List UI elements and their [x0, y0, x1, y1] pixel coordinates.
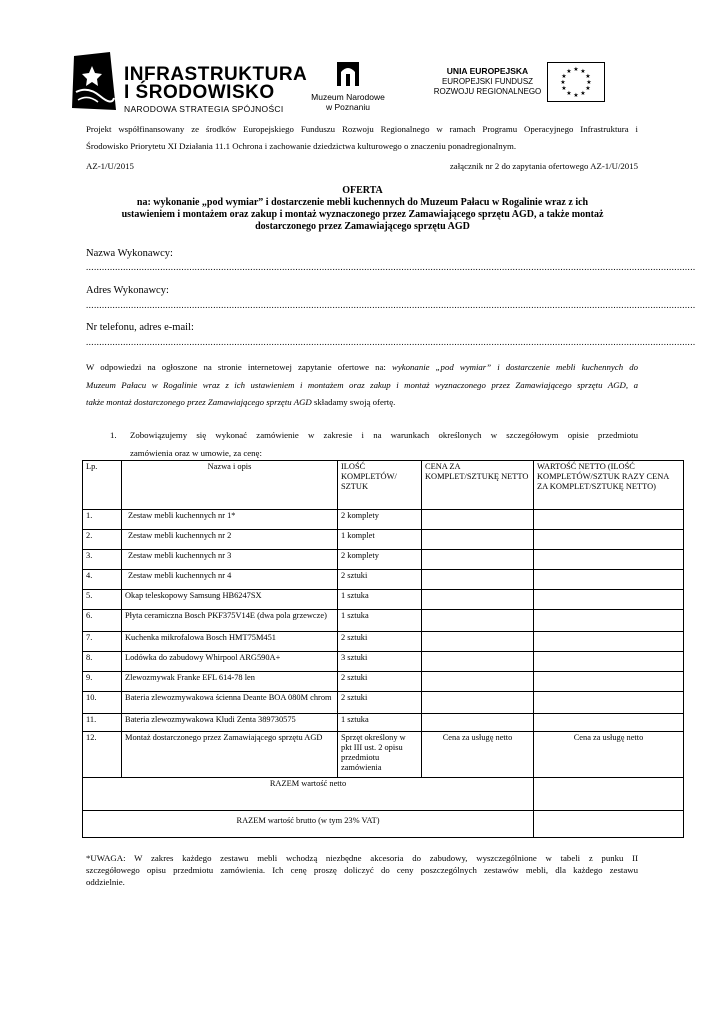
row-value-cell[interactable]: [534, 550, 684, 570]
total-net-label: RAZEM wartość netto: [83, 778, 534, 811]
infrastruktura-logo: [70, 50, 308, 115]
row-qty: 2 sztuki: [338, 692, 422, 714]
eu-logo: [430, 62, 605, 104]
row-qty: Sprzęt określony w pkt III ust. 2 opisu przedmiotu zamówienia: [338, 732, 422, 778]
note-block: [86, 852, 638, 888]
header-value: WARTOŚĆ NETTO (ILOŚĆ KOMPLETÓW/SZTUK RAZY CENA ZA KOMPLET/SZTUKĘ NETTO): [534, 461, 684, 510]
row-price-cell[interactable]: [422, 550, 534, 570]
cofinancing-line2: Środowisko Priorytetu XI Działania 11.1 Ochrona i zachowanie dziedzictwa kulturowego o znaczeniu ponadregionalnym.: [86, 141, 517, 151]
infrastruktura-emblem-icon: [70, 52, 118, 112]
intro-italic-3: także montaż dostarczonego przez Zamawiającego sprzętu AGD: [86, 397, 312, 407]
row-value-cell[interactable]: [534, 590, 684, 610]
row-price-cell[interactable]: [422, 530, 534, 550]
row-qty: 3 sztuki: [338, 652, 422, 672]
row-name: Bateria zlewozmywakowa Kludi Zenta 389730575: [122, 714, 338, 732]
museum-logo-line1: Muzeum Narodowe: [311, 92, 385, 102]
svg-text:★: ★: [585, 73, 591, 80]
svg-text:★: ★: [566, 68, 572, 75]
svg-text:★: ★: [573, 92, 579, 99]
offer-title-line3: dostarczonego przez Zamawiającego sprzętu AGD: [255, 221, 470, 232]
row-qty: 1 sztuka: [338, 590, 422, 610]
reference-number: AZ-1/U/2015: [86, 161, 134, 171]
row-lp: 5.: [83, 590, 122, 610]
infra-logo-line1: INFRASTRUKTURA: [124, 64, 308, 85]
row-name: Zlewozmywak Franke EFL 614-78 len: [122, 672, 338, 692]
svg-text:★: ★: [573, 66, 579, 73]
row-qty: 2 sztuki: [338, 570, 422, 590]
offer-title-block: [70, 185, 655, 233]
offer-heading: OFERTA: [342, 185, 383, 196]
row-name: Zestaw mebli kuchennych nr 1*: [122, 510, 338, 530]
museum-emblem-icon: [337, 62, 359, 86]
table-row: [83, 570, 684, 590]
table-row: [83, 590, 684, 610]
note-line2: szczegółowego opisu przedmiotu zamówienia. Ich cenę proszę doliczyć do ceny poszczególnych zestawów mebli, dla każdego zestawu: [86, 865, 638, 875]
row-name: Kuchenka mikrofalowa Bosch HMT75M451: [122, 632, 338, 652]
infra-logo-line2: I ŚRODOWISKO: [124, 82, 275, 103]
contractor-name-label: Nazwa Wykonawcy:: [86, 248, 173, 259]
row-price-cell[interactable]: [422, 570, 534, 590]
table-row: [83, 550, 684, 570]
row-qty: 2 komplety: [338, 510, 422, 530]
row-price-cell[interactable]: [422, 692, 534, 714]
point-text: [130, 427, 638, 462]
row-lp: 1.: [83, 510, 122, 530]
row-lp: 2.: [83, 530, 122, 550]
cofinancing-note: [86, 123, 638, 153]
table-row: [83, 652, 684, 672]
row-value-cell[interactable]: [534, 510, 684, 530]
contractor-name-field[interactable]: ......................................................................................................................................................................................................................................: [86, 262, 696, 272]
intro-prefix: W odpowiedzi na ogłoszone na stronie internetowej zapytanie ofertowe na:: [86, 362, 392, 372]
row-price-label: Cena za usługę netto: [422, 732, 534, 778]
row-name: Zestaw mebli kuchennych nr 2: [122, 530, 338, 550]
row-name: Zestaw mebli kuchennych nr 3: [122, 550, 338, 570]
offer-title-line1: na: wykonanie „pod wymiar” i dostarczenie mebli kuchennych do Muzeum Pałacu w Rogalinie wraz z ich: [136, 197, 589, 208]
svg-text:★: ★: [586, 79, 592, 86]
svg-text:★: ★: [566, 90, 572, 97]
table-row: [83, 510, 684, 530]
museum-logo-line2: w Poznaniu: [326, 102, 370, 112]
contractor-address-field[interactable]: ......................................................................................................................................................................................................................................: [86, 300, 696, 310]
row-lp: 9.: [83, 672, 122, 692]
row-name: Bateria zlewozmywakowa ścienna Deante BOA 080M chrom: [122, 692, 338, 714]
table-row-assembly: [83, 732, 684, 778]
header-price: CENA ZA KOMPLET/SZTUKĘ NETTO: [422, 461, 534, 510]
row-qty: 2 sztuki: [338, 632, 422, 652]
museum-logo: [303, 62, 393, 117]
row-lp: 12.: [83, 732, 122, 778]
row-price-cell[interactable]: [422, 610, 534, 632]
row-name: Montaż dostarczonego przez Zamawiającego sprzętu AGD: [122, 732, 338, 778]
attachment-reference: załącznik nr 2 do zapytania ofertowego AZ-1/U/2015: [449, 161, 638, 171]
row-price-cell[interactable]: [422, 714, 534, 732]
intro-italic-2: Muzeum Pałacu w Rogalinie wraz z ich ustawieniem i montażem oraz zakup i montaż wyznaczonego przez Zamawiającego sprzętu AGD, a: [86, 379, 638, 390]
row-price-cell[interactable]: [422, 590, 534, 610]
table-row: [83, 692, 684, 714]
table-row: [83, 714, 684, 732]
row-lp: 7.: [83, 632, 122, 652]
row-qty: 2 sztuki: [338, 672, 422, 692]
header-lp: Lp.: [83, 461, 122, 510]
row-qty: 1 sztuka: [338, 610, 422, 632]
row-name: Okap teleskopowy Samsung HB6247SX: [122, 590, 338, 610]
svg-text:★: ★: [580, 68, 586, 75]
row-lp: 10.: [83, 692, 122, 714]
offer-table: [82, 460, 684, 838]
eu-logo-line1: UNIA EUROPEJSKA: [446, 66, 529, 76]
row-name: Zestaw mebli kuchennych nr 4: [122, 570, 338, 590]
row-qty: 1 sztuka: [338, 714, 422, 732]
svg-text:★: ★: [580, 90, 586, 97]
table-row: [83, 610, 684, 632]
svg-text:★: ★: [561, 73, 567, 80]
point-number: 1.: [110, 430, 117, 440]
table-row: [83, 672, 684, 692]
infra-logo-sub: NARODOWA STRATEGIA SPÓJNOŚCI: [124, 104, 284, 114]
row-price-cell[interactable]: [422, 510, 534, 530]
row-value-cell[interactable]: [534, 652, 684, 672]
row-value-cell[interactable]: [534, 632, 684, 652]
total-gross-label: RAZEM wartość brutto (w tym 23% VAT): [83, 811, 534, 838]
offer-title-line2: ustawieniem i montażem oraz zakup i montaż wyznaczonego przez Zamawiającego sprzętu AGD, a także montaż: [121, 209, 604, 220]
total-gross-row: [83, 811, 684, 838]
header-name: Nazwa i opis: [122, 461, 338, 510]
point-line1: Zobowiązujemy się wykonać zamówienie w zakresie i na warunkach określonych w szczegółowym opisie przedmiotu: [130, 430, 638, 440]
svg-text:★: ★: [561, 85, 567, 92]
intro-italic-1: wykonanie „pod wymiar” i dostarczenie mebli kuchennych do: [391, 362, 638, 372]
row-value-cell[interactable]: [534, 714, 684, 732]
row-value-cell[interactable]: [534, 672, 684, 692]
contractor-address-label: Adres Wykonawcy:: [86, 285, 169, 296]
row-name: Płyta ceramiczna Bosch PKF375V14E (dwa pola grzewcze): [122, 610, 338, 632]
note-line3: oddzielnie.: [86, 877, 125, 887]
contact-label: Nr telefonu, adres e-mail:: [86, 322, 194, 333]
note-line1: *UWAGA: W zakres każdego zestawu mebli wchodzą niezbędne akcesoria do zabudowy, wyszczególnione w tabeli z punku II: [86, 853, 638, 863]
row-lp: 8.: [83, 652, 122, 672]
row-value-cell[interactable]: [534, 610, 684, 632]
eu-flag-icon: [547, 62, 605, 102]
total-net-cell[interactable]: [534, 778, 684, 811]
total-net-row: [83, 778, 684, 811]
row-name: Lodówka do zabudowy Whirpool ARG590A+: [122, 652, 338, 672]
row-lp: 4.: [83, 570, 122, 590]
row-value-cell[interactable]: [534, 570, 684, 590]
svg-text:★: ★: [585, 85, 591, 92]
eu-logo-line3: ROZWOJU REGIONALNEGO: [433, 87, 542, 96]
intro-suffix: składamy swoją ofertę.: [311, 397, 396, 407]
header-qty: ILOŚĆ KOMPLETÓW/ SZTUK: [338, 461, 422, 510]
intro-paragraph: [86, 359, 638, 412]
point-line2: zamówienia oraz w umowie, za cenę:: [130, 447, 262, 458]
row-price-cell[interactable]: [422, 652, 534, 672]
table-row: [83, 530, 684, 550]
table-header-row: [83, 461, 684, 510]
row-value-cell[interactable]: [534, 530, 684, 550]
row-price-cell[interactable]: [422, 632, 534, 652]
cofinancing-line1: Projekt współfinansowany ze środków Europejskiego Funduszu Rozwoju Regionalnego w ramach Programu Operacyjnego Infrastruktura i: [86, 124, 638, 134]
svg-text:★: ★: [560, 79, 566, 86]
contact-field[interactable]: ......................................................................................................................................................................................................................................: [86, 337, 696, 347]
row-value-label: Cena za usługę netto: [534, 732, 684, 778]
row-lp: 11.: [83, 714, 122, 732]
table-row: [83, 632, 684, 652]
row-value-cell[interactable]: [534, 692, 684, 714]
total-gross-cell[interactable]: [534, 811, 684, 838]
eu-logo-line2: EUROPEJSKI FUNDUSZ: [441, 77, 534, 86]
row-lp: 3.: [83, 550, 122, 570]
row-price-cell[interactable]: [422, 672, 534, 692]
row-qty: 1 komplet: [338, 530, 422, 550]
row-qty: 2 komplety: [338, 550, 422, 570]
row-lp: 6.: [83, 610, 122, 632]
